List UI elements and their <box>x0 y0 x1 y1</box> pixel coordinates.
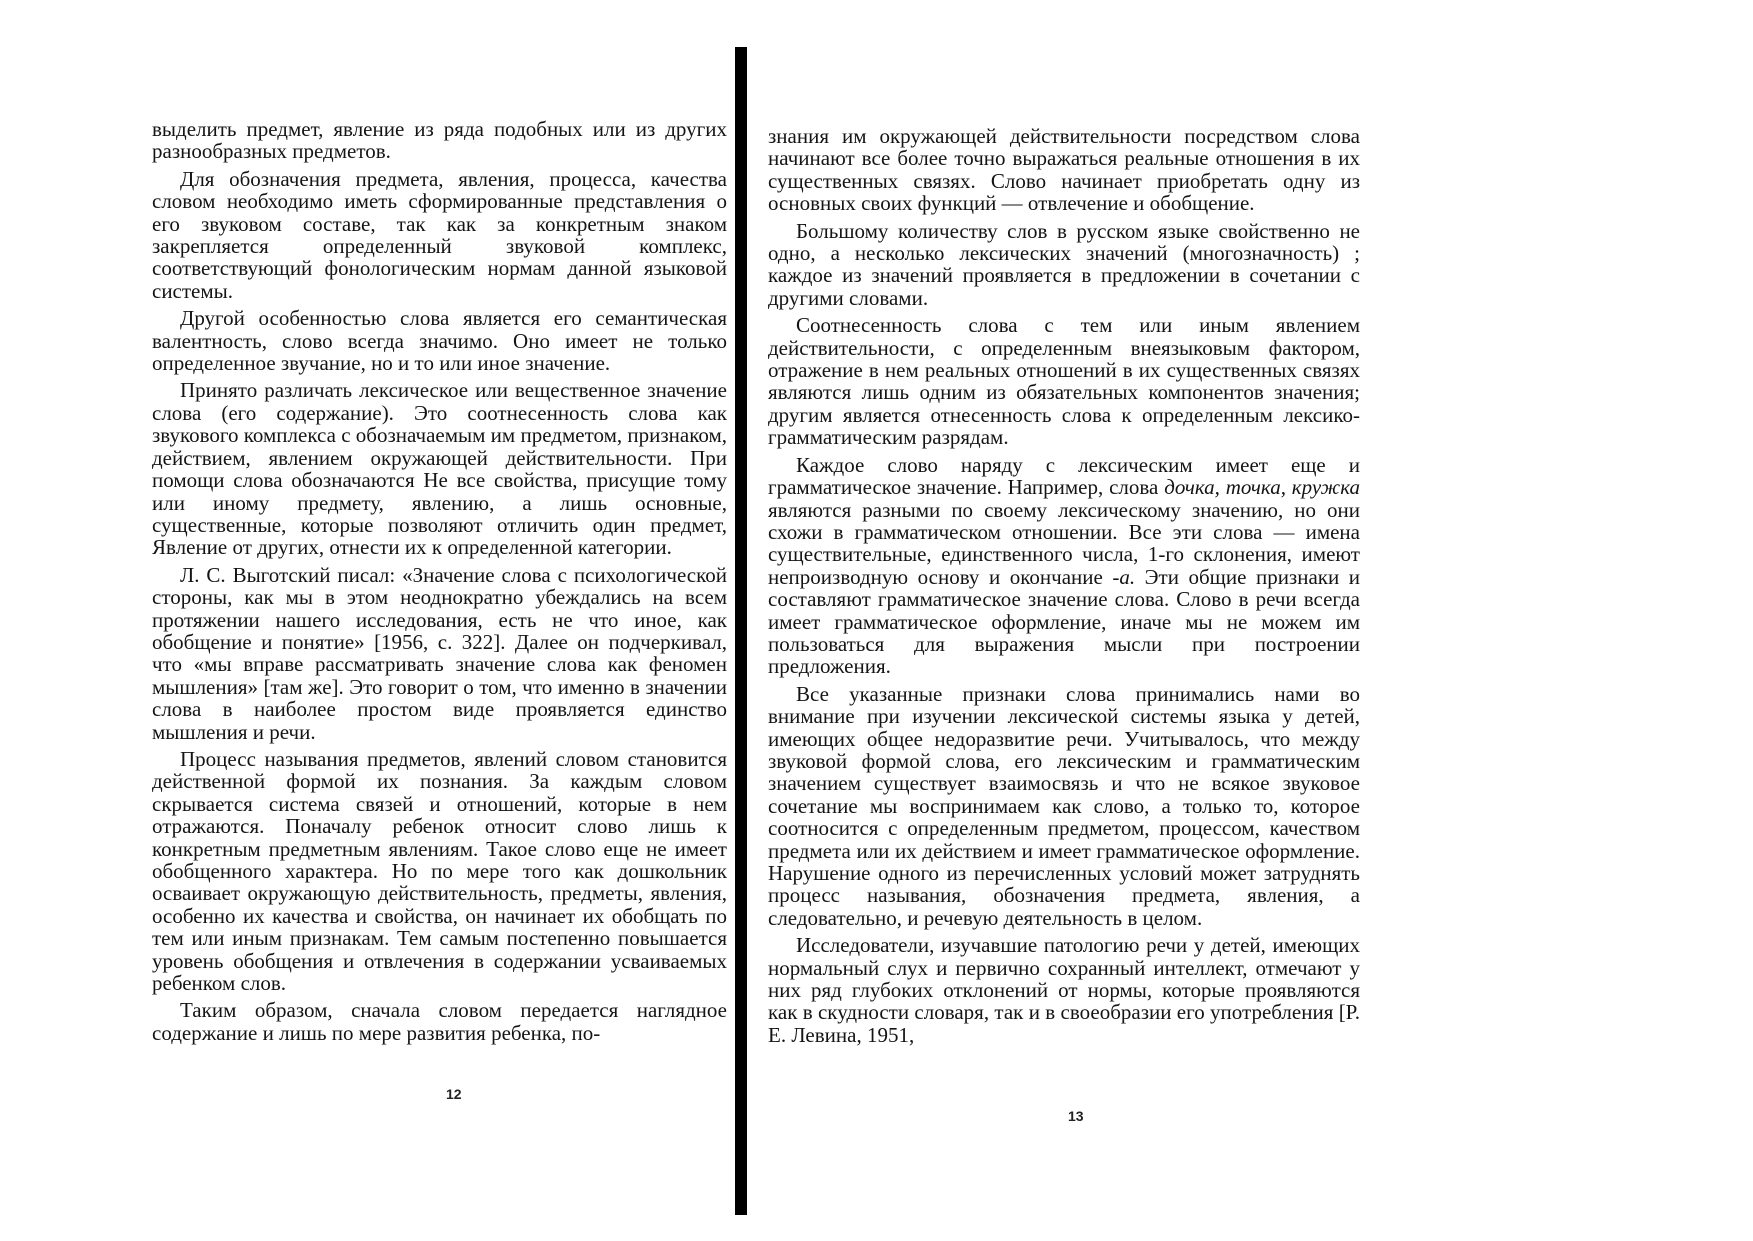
left-paragraph-1: выделить предмет, явление из ряда подобных или из других разнообразных предметов. <box>152 117 727 164</box>
left-paragraph-5: Л. С. Выготский писал: «Значение слова с психологической стороны, как мы в этом неоднократно убеждались на всем протяжении нашего исследования, есть не что иное, как обобщение и понятие» [1956, с. 322]. Далее он подчеркивал, что «мы вправе рассматривать значение слова как феномен мышления» [там же]. Это говорит о том, что именно в значении слова в наиболее простом виде проявляется единство мышления и речи. <box>152 562 727 744</box>
left-paragraph-6: Процесс называния предметов, явлений словом становится действенной формой их познания. За каждым словом скрывается система связей и отношений, которые в нем отражаются. Поначалу ребенок относит слово лишь к конкретным предметным явлениям. Такое слово еще не имеет обобщенного характера. Но по мере того как дошкольник осваивает окружающую действительность, предметы, явления, особенно их качества и свойства, он начинает их обобщать по тем или иным признакам. Тем самым постепенно повышается уровень обобщения и отвлечения в содержании усваиваемых ребенком слов. <box>152 746 727 996</box>
left-page-text <box>152 118 727 1049</box>
left-paragraph-7: Таким образом, сначала словом передается наглядное содержание и лишь по мере развития ребенка, по- <box>152 998 727 1045</box>
example-words-italic: дочка, точка, кружка <box>1164 475 1360 500</box>
right-paragraph-5: Все указанные признаки слова принимались нами во внимание при изучении лексической системы языка у детей, имеющих общее недоразвитие речи. Учитывалось, что между звуковой формой слова, его лексическим и грамматическим значением существует взаимосвязь и что не всякое звуковое сочетание мы воспринимаем как слово, а только то, которое соотносится с определенным предметом, процессом, качеством предмета или их действием и имеет грамматическое оформление. Нарушение одного из перечисленных условий может затруднять процесс называния, обозначения предмета, явления, а следовательно, и речевую деятельность в целом. <box>768 681 1360 930</box>
right-paragraph-1: знания им окружающей действительности посредством слова начинают все более точно выражаться реальные отношения в их существенных связях. Слово начинает приобретать одну из основных своих функций — отвлечение и обобщение. <box>768 124 1360 216</box>
right-page-text <box>768 125 1360 1051</box>
right-paragraph-6: Исследователи, изучавшие патологию речи у детей, имеющих нормальный слух и первично сохранный интеллект, отмечают у них ряд глубоких отклонений от нормы, которые проявляются как в скудности словаря, так и в своеобразии его употребления [Р. Е. Левина, 1951, <box>768 933 1360 1047</box>
left-paragraph-3: Другой особенностью слова является его семантическая валентность, слово всегда значимо. Оно имеет не только определенное звучание, но и то или иное значение. <box>152 306 727 376</box>
book-spine-divider <box>735 47 747 1215</box>
right-paragraph-2: Большому количеству слов в русском языке свойственно не одно, а несколько лексических значений (многозначность) ; каждое из значений проявляется в предложении в сочетании с другими словами. <box>768 218 1360 310</box>
right-paragraph-4-text-a: Каждое слово наряду с лексическим имеет еще и грамматическое значение. Например, слова <box>768 452 1360 500</box>
left-page <box>152 117 735 1102</box>
ending-italic: -а. <box>1112 564 1136 589</box>
right-paragraph-4 <box>768 454 1360 678</box>
right-paragraph-4-text-b: являются разными по своему лексическому значению, но они схожи в грамматическом отношении. Все эти слова — имена существительные, единственного числа, 1-го склонения, имеют непроизводную основу и окончание <box>768 497 1360 589</box>
right-page <box>768 124 1362 1124</box>
page-number-left: 12 <box>446 1086 462 1102</box>
left-paragraph-2: Для обозначения предмета, явления, процесса, качества словом необходимо иметь сформированные представления о его звуковом составе, так как за конкретным знаком закрепляется определенный звуковой комплекс, соответствующий фонологическим нормам данной языковой системы. <box>152 166 727 303</box>
page-number-right: 13 <box>1068 1108 1084 1124</box>
right-paragraph-4-text-c: Эти общие признаки и составляют грамматическое значение слова. Слово в речи всегда имеет грамматическое оформление, иначе мы не можем им пользоваться для выражения мысли при построении предложения. <box>768 564 1361 679</box>
right-paragraph-3: Соотнесенность слова с тем или иным явлением действительности, с определенным внеязыковым фактором, отражение в нем реальных отношений в их существенных связях являются лишь одним из обязательных компонентов значения; другим является отнесенность слова к определенным лексико-грамматическим разрядам. <box>768 313 1360 450</box>
left-paragraph-4: Принято различать лексическое или вещественное значение слова (его содержание). Это соотнесенность слова как звукового комплекса с обозначаемым им предметом, признаком, действием, явлением окружающей действительности. При помощи слова обозначаются Не все свойства, присущие тому или иному предмету, явлению, а лишь основные, существенные, которые позволяют отличить один предмет, Явление от других, отнести их к определенной категории. <box>152 378 727 560</box>
